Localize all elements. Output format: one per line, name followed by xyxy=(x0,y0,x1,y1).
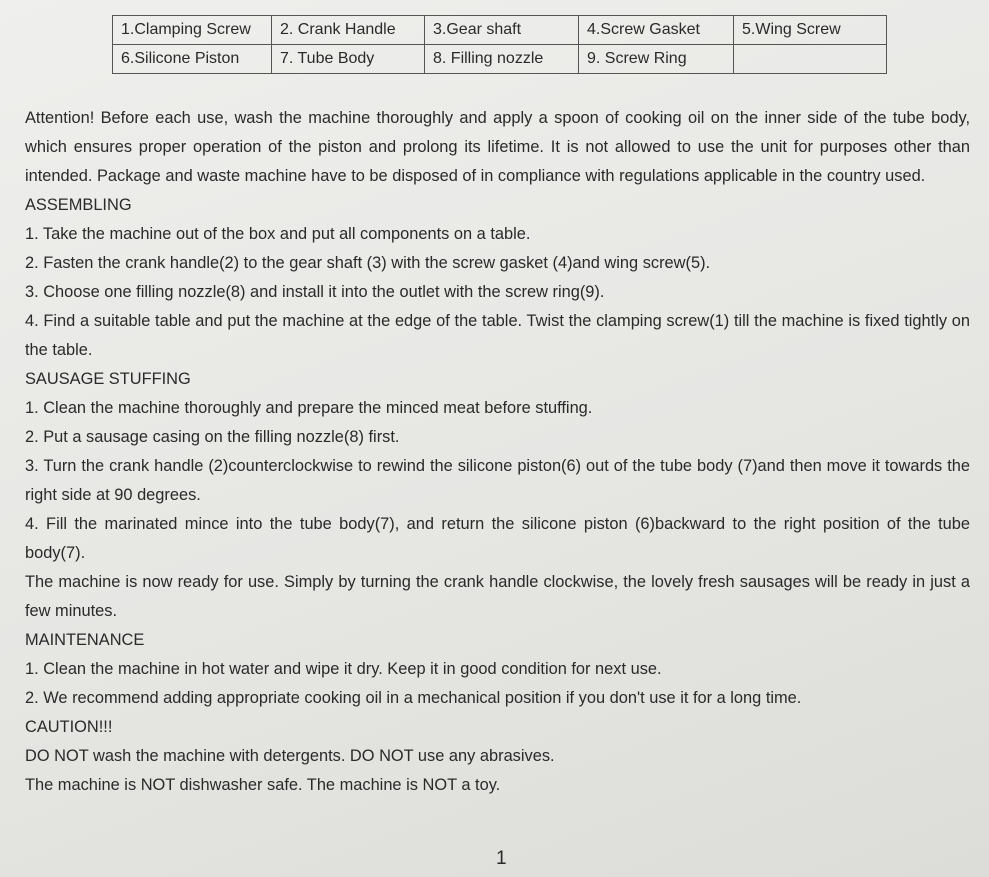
maintenance-step: 1. Clean the machine in hot water and wipe it dry. Keep it in good condition for next use. xyxy=(25,660,662,678)
parts-table-cell: 3.Gear shaft xyxy=(425,16,579,45)
assembling-step: 1. Take the machine out of the box and put all components on a table. xyxy=(25,225,531,243)
parts-table-cell: 9. Screw Ring xyxy=(579,45,734,74)
attention-paragraph: Attention! Before each use, wash the machine thoroughly and apply a spoon of cooking oil on the inner side of the tube body, which ensures proper operation of the piston and prolong its lifetime. It is not allowed to use the unit for purposes other than intended. Package and waste machine have to be disposed of in compliance with regulations applicable in the country used. xyxy=(25,109,970,185)
parts-table-cell: 2. Crank Handle xyxy=(272,16,425,45)
parts-table-cell: 6.Silicone Piston xyxy=(113,45,272,74)
parts-table-row xyxy=(113,45,887,74)
parts-table-cell: 7. Tube Body xyxy=(272,45,425,74)
assembling-step: 2. Fasten the crank handle(2) to the gear shaft (3) with the screw gasket (4)and wing screw(5). xyxy=(25,254,711,272)
parts-table-row xyxy=(113,16,887,45)
parts-table-cell: 1.Clamping Screw xyxy=(113,16,272,45)
stuffing-step: 4. Fill the marinated mince into the tube body(7), and return the silicone piston (6)backward to the right position of the tube body(7). xyxy=(25,515,970,562)
stuffing-step: 3. Turn the crank handle (2)counterclockwise to rewind the silicone piston(6) out of the tube body (7)and then move it towards the right side at 90 degrees. xyxy=(25,457,970,504)
instructions-body xyxy=(25,104,970,800)
stuffing-heading: SAUSAGE STUFFING xyxy=(25,370,191,388)
page-number: 1 xyxy=(496,848,507,869)
stuffing-step: 2. Put a sausage casing on the filling nozzle(8) first. xyxy=(25,428,400,446)
caution-line: DO NOT wash the machine with detergents. DO NOT use any abrasives. xyxy=(25,747,555,765)
stuffing-step: 1. Clean the machine thoroughly and prepare the minced meat before stuffing. xyxy=(25,399,593,417)
assembling-step: 4. Find a suitable table and put the machine at the edge of the table. Twist the clamping screw(1) till the machine is fixed tightly on the table. xyxy=(25,312,970,359)
assembling-heading: ASSEMBLING xyxy=(25,196,132,214)
parts-table-cell: 5.Wing Screw xyxy=(734,16,887,45)
ready-note: The machine is now ready for use. Simply by turning the crank handle clockwise, the lovely fresh sausages will be ready in just a few minutes. xyxy=(25,573,970,620)
parts-table-cell xyxy=(734,45,887,74)
parts-table-cell: 8. Filling nozzle xyxy=(425,45,579,74)
assembling-step: 3. Choose one filling nozzle(8) and install it into the outlet with the screw ring(9). xyxy=(25,283,605,301)
parts-table xyxy=(112,15,887,74)
caution-heading: CAUTION!!! xyxy=(25,718,113,736)
parts-table-cell: 4.Screw Gasket xyxy=(579,16,734,45)
maintenance-heading: MAINTENANCE xyxy=(25,631,145,649)
maintenance-step: 2. We recommend adding appropriate cooking oil in a mechanical position if you don't use it for a long time. xyxy=(25,689,802,707)
caution-line: The machine is NOT dishwasher safe. The machine is NOT a toy. xyxy=(25,776,501,794)
